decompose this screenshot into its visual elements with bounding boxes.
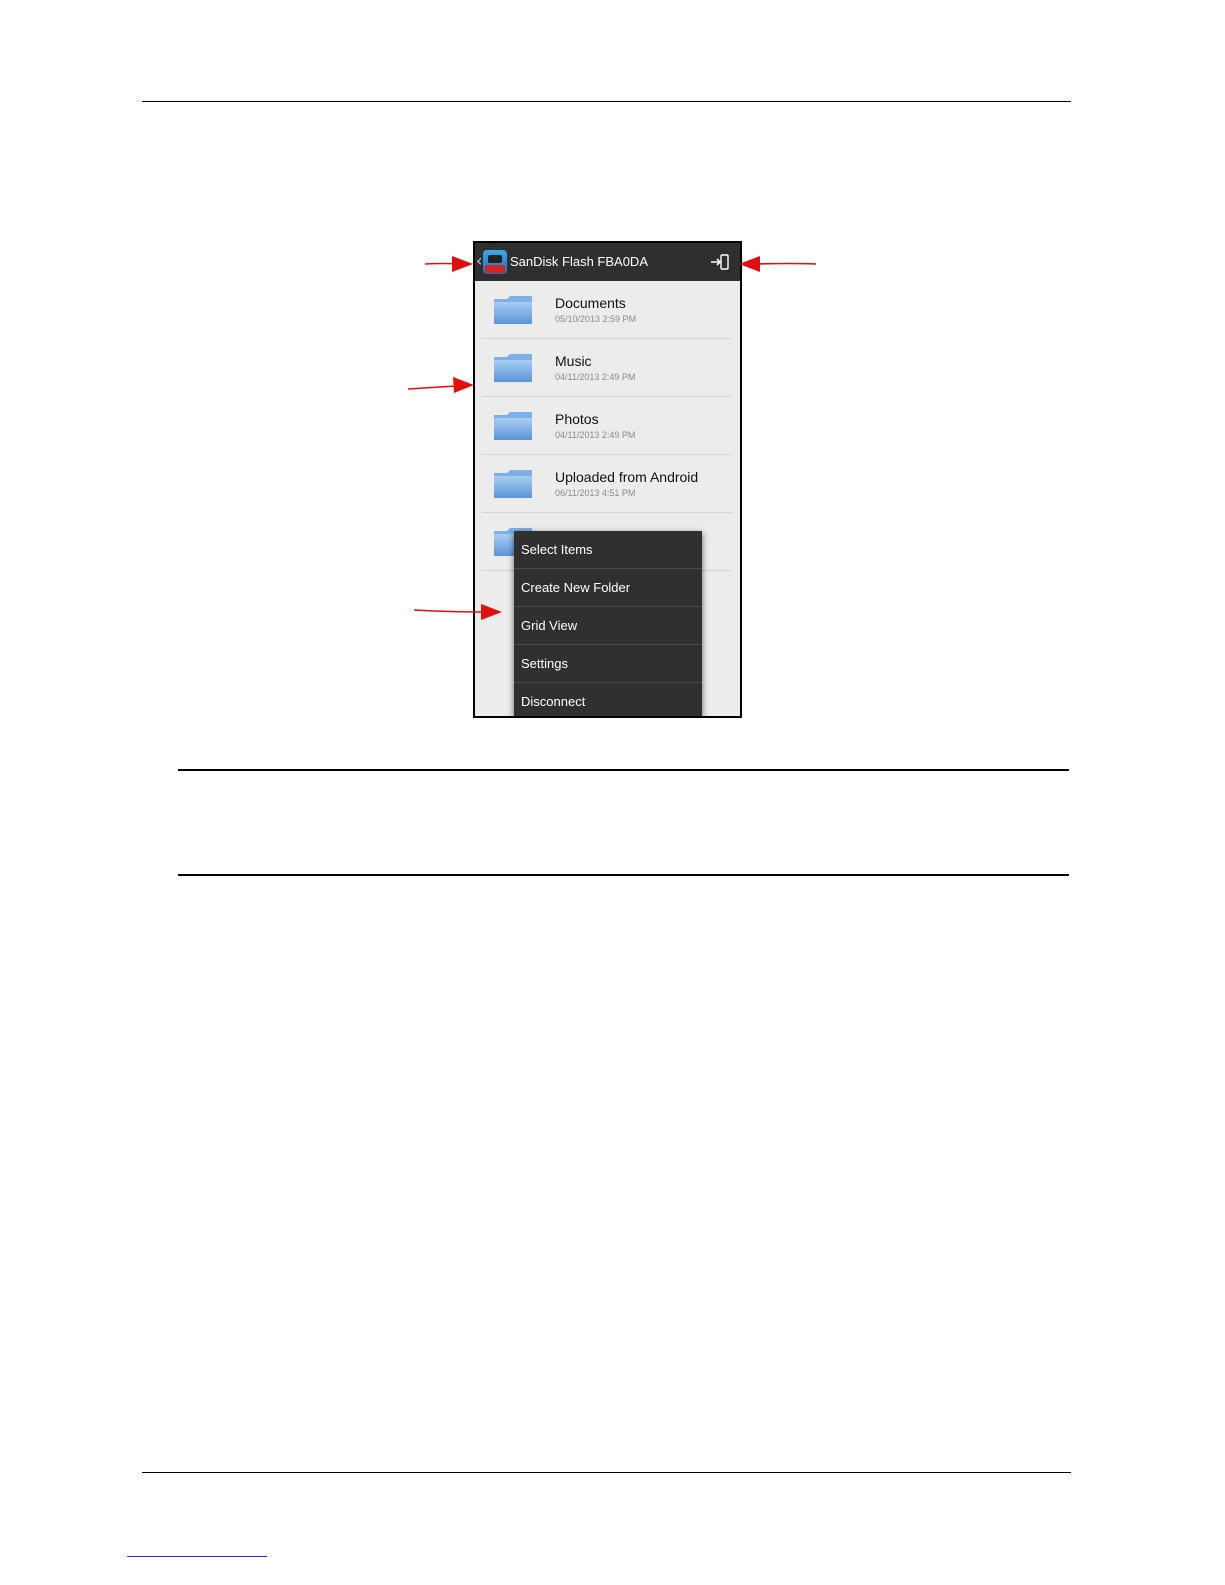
folder-date: 06/11/2013 4:51 PM xyxy=(555,488,636,498)
footer-link-underline[interactable] xyxy=(127,1556,267,1557)
action-bar xyxy=(475,243,740,281)
note-box-bottom-rule xyxy=(178,874,1069,876)
sandisk-app-icon[interactable] xyxy=(483,250,507,274)
arrow-to-disconnect-icon xyxy=(739,256,816,272)
menu-item-create-new-folder[interactable]: Create New Folder xyxy=(514,569,702,607)
folder-date: 04/11/2013 2:49 PM xyxy=(555,430,636,440)
menu-item-settings[interactable]: Settings xyxy=(514,645,702,683)
arrow-to-app-icon xyxy=(425,256,473,272)
folder-list xyxy=(475,281,740,571)
note-box-top-rule xyxy=(178,769,1069,771)
app-screenshot xyxy=(473,241,742,718)
back-chevron-icon[interactable]: ‹ xyxy=(476,251,483,270)
menu-item-disconnect[interactable]: Disconnect xyxy=(521,694,586,709)
folder-name: Music xyxy=(555,353,592,369)
folder-icon xyxy=(493,295,533,325)
folder-icon xyxy=(493,469,533,499)
sandisk-badge xyxy=(485,265,505,273)
folder-date: 05/10/2013 2:59 PM xyxy=(555,314,637,324)
list-item[interactable] xyxy=(482,455,732,513)
flash-drive-icon xyxy=(488,255,502,263)
device-title: SanDisk Flash FBA0DA xyxy=(510,254,648,269)
disconnect-icon[interactable] xyxy=(710,253,730,271)
list-item[interactable] xyxy=(482,397,732,455)
footer-rule xyxy=(142,1472,1071,1473)
folder-name: Documents xyxy=(555,295,626,311)
folder-icon xyxy=(493,353,533,383)
menu-item-grid-view[interactable]: Grid View xyxy=(514,607,702,645)
menu-item-select-items[interactable]: Select Items xyxy=(514,531,702,569)
folder-name: Uploaded from Android xyxy=(555,469,699,485)
folder-name: Photos xyxy=(555,411,599,427)
header-rule xyxy=(142,101,1071,102)
list-item[interactable] xyxy=(482,281,732,339)
list-item[interactable] xyxy=(482,339,732,397)
arrow-to-folder-list xyxy=(408,377,474,393)
overflow-menu xyxy=(514,531,702,718)
folder-date: 04/11/2013 2:49 PM xyxy=(555,372,636,382)
folder-icon xyxy=(493,411,533,441)
